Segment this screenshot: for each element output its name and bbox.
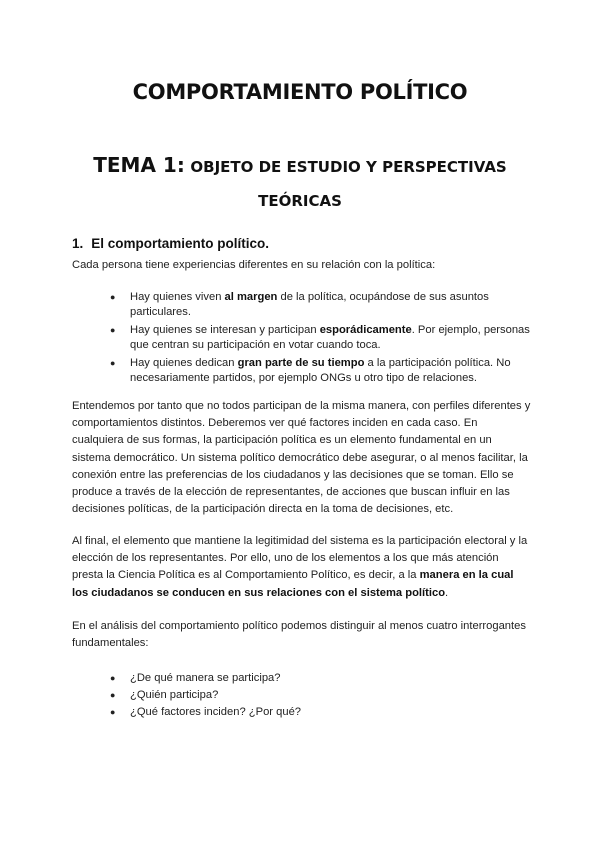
section-heading: [72, 236, 269, 251]
body-paragraph-3: [72, 533, 532, 602]
bullet-icon: ●: [110, 292, 116, 302]
questions-list: [72, 671, 532, 722]
topic-title-line1: OBJETO DE ESTUDIO Y PERSPECTIVAS: [190, 158, 507, 176]
list-item-text: a la participación política. No necesariamente partidos, por ejemplo ONGs u otro tipo de relaciones.: [130, 357, 511, 384]
participation-list: [72, 290, 532, 389]
paragraph-bold: manera en la cual los ciudadanos se conducen en sus relaciones con el sistema político: [72, 569, 514, 599]
list-item-text: . Por ejemplo, personas que centran su participación en votar cuando toca.: [130, 324, 530, 351]
section-number: 1.: [72, 236, 84, 251]
list-item: [72, 323, 532, 353]
list-item: [72, 688, 532, 703]
intro-paragraph: Cada persona tiene experiencias diferentes en su relación con la política:: [72, 259, 436, 271]
list-item-bold: esporádicamente: [319, 324, 412, 336]
paragraph-text: .: [445, 586, 449, 599]
list-item-bold: al margen: [224, 291, 278, 303]
list-item-text: de la política, ocupándose de sus asuntos particulares.: [130, 291, 489, 318]
document-title: COMPORTAMIENTO POLÍTICO: [132, 80, 468, 104]
body-paragraph-4: En el análisis del comportamiento político podemos distinguir al menos cuatro interrogantes fundamentales:: [72, 620, 526, 650]
body-paragraph-2: Entendemos por tanto que no todos participan de la misma manera, con perfiles diferentes y comportamientos distintos. Deberemos ver qué factores inciden en cada caso. En cualquiera de sus formas, la participación política es un elemento fundamental en un sistema democrático. Un sistema político democrático debe asegurar, o al menos facilitar, la conexión entre las preferencias de los ciudadanos y las decisiones que se toman. Ello se produce a través de la elección de representantes, de acciones que buscan influir en las decisiones políticas, de la participación directa en la toma de decisiones, etc.: [72, 400, 531, 516]
list-item: [72, 356, 532, 386]
list-item-text: Hay quienes viven: [130, 291, 225, 303]
list-item-text: ¿Quién participa?: [130, 689, 219, 701]
bullet-icon: ●: [110, 673, 116, 683]
bullet-icon: ●: [110, 707, 116, 717]
list-item: [72, 705, 532, 720]
list-item-text: Hay quienes se interesan y participan: [130, 324, 320, 336]
list-item: [72, 671, 532, 686]
topic-title-line2: TEÓRICAS: [258, 192, 342, 210]
list-item-text: ¿Qué factores inciden? ¿Por qué?: [130, 706, 302, 718]
list-item-text: Hay quienes dedican: [130, 357, 238, 369]
bullet-icon: ●: [110, 325, 116, 335]
list-item-bold: gran parte de su tiempo: [237, 357, 365, 369]
list-item-text: ¿De qué manera se participa?: [130, 672, 281, 684]
list-item: [72, 290, 532, 320]
paragraph-text: Al final, el elemento que mantiene la legitimidad del sistema es la participación electoral y la elección de los representantes. Por ello, uno de los elementos a los que más atención presta la Ciencia Política es al Comportamiento Político, es decir, a la: [72, 535, 528, 582]
topic-prefix: TEMA 1:: [93, 153, 185, 177]
topic-title: [60, 148, 540, 218]
section-heading-text: El comportamiento político.: [91, 236, 270, 251]
bullet-icon: ●: [110, 690, 116, 700]
bullet-icon: ●: [110, 358, 116, 368]
